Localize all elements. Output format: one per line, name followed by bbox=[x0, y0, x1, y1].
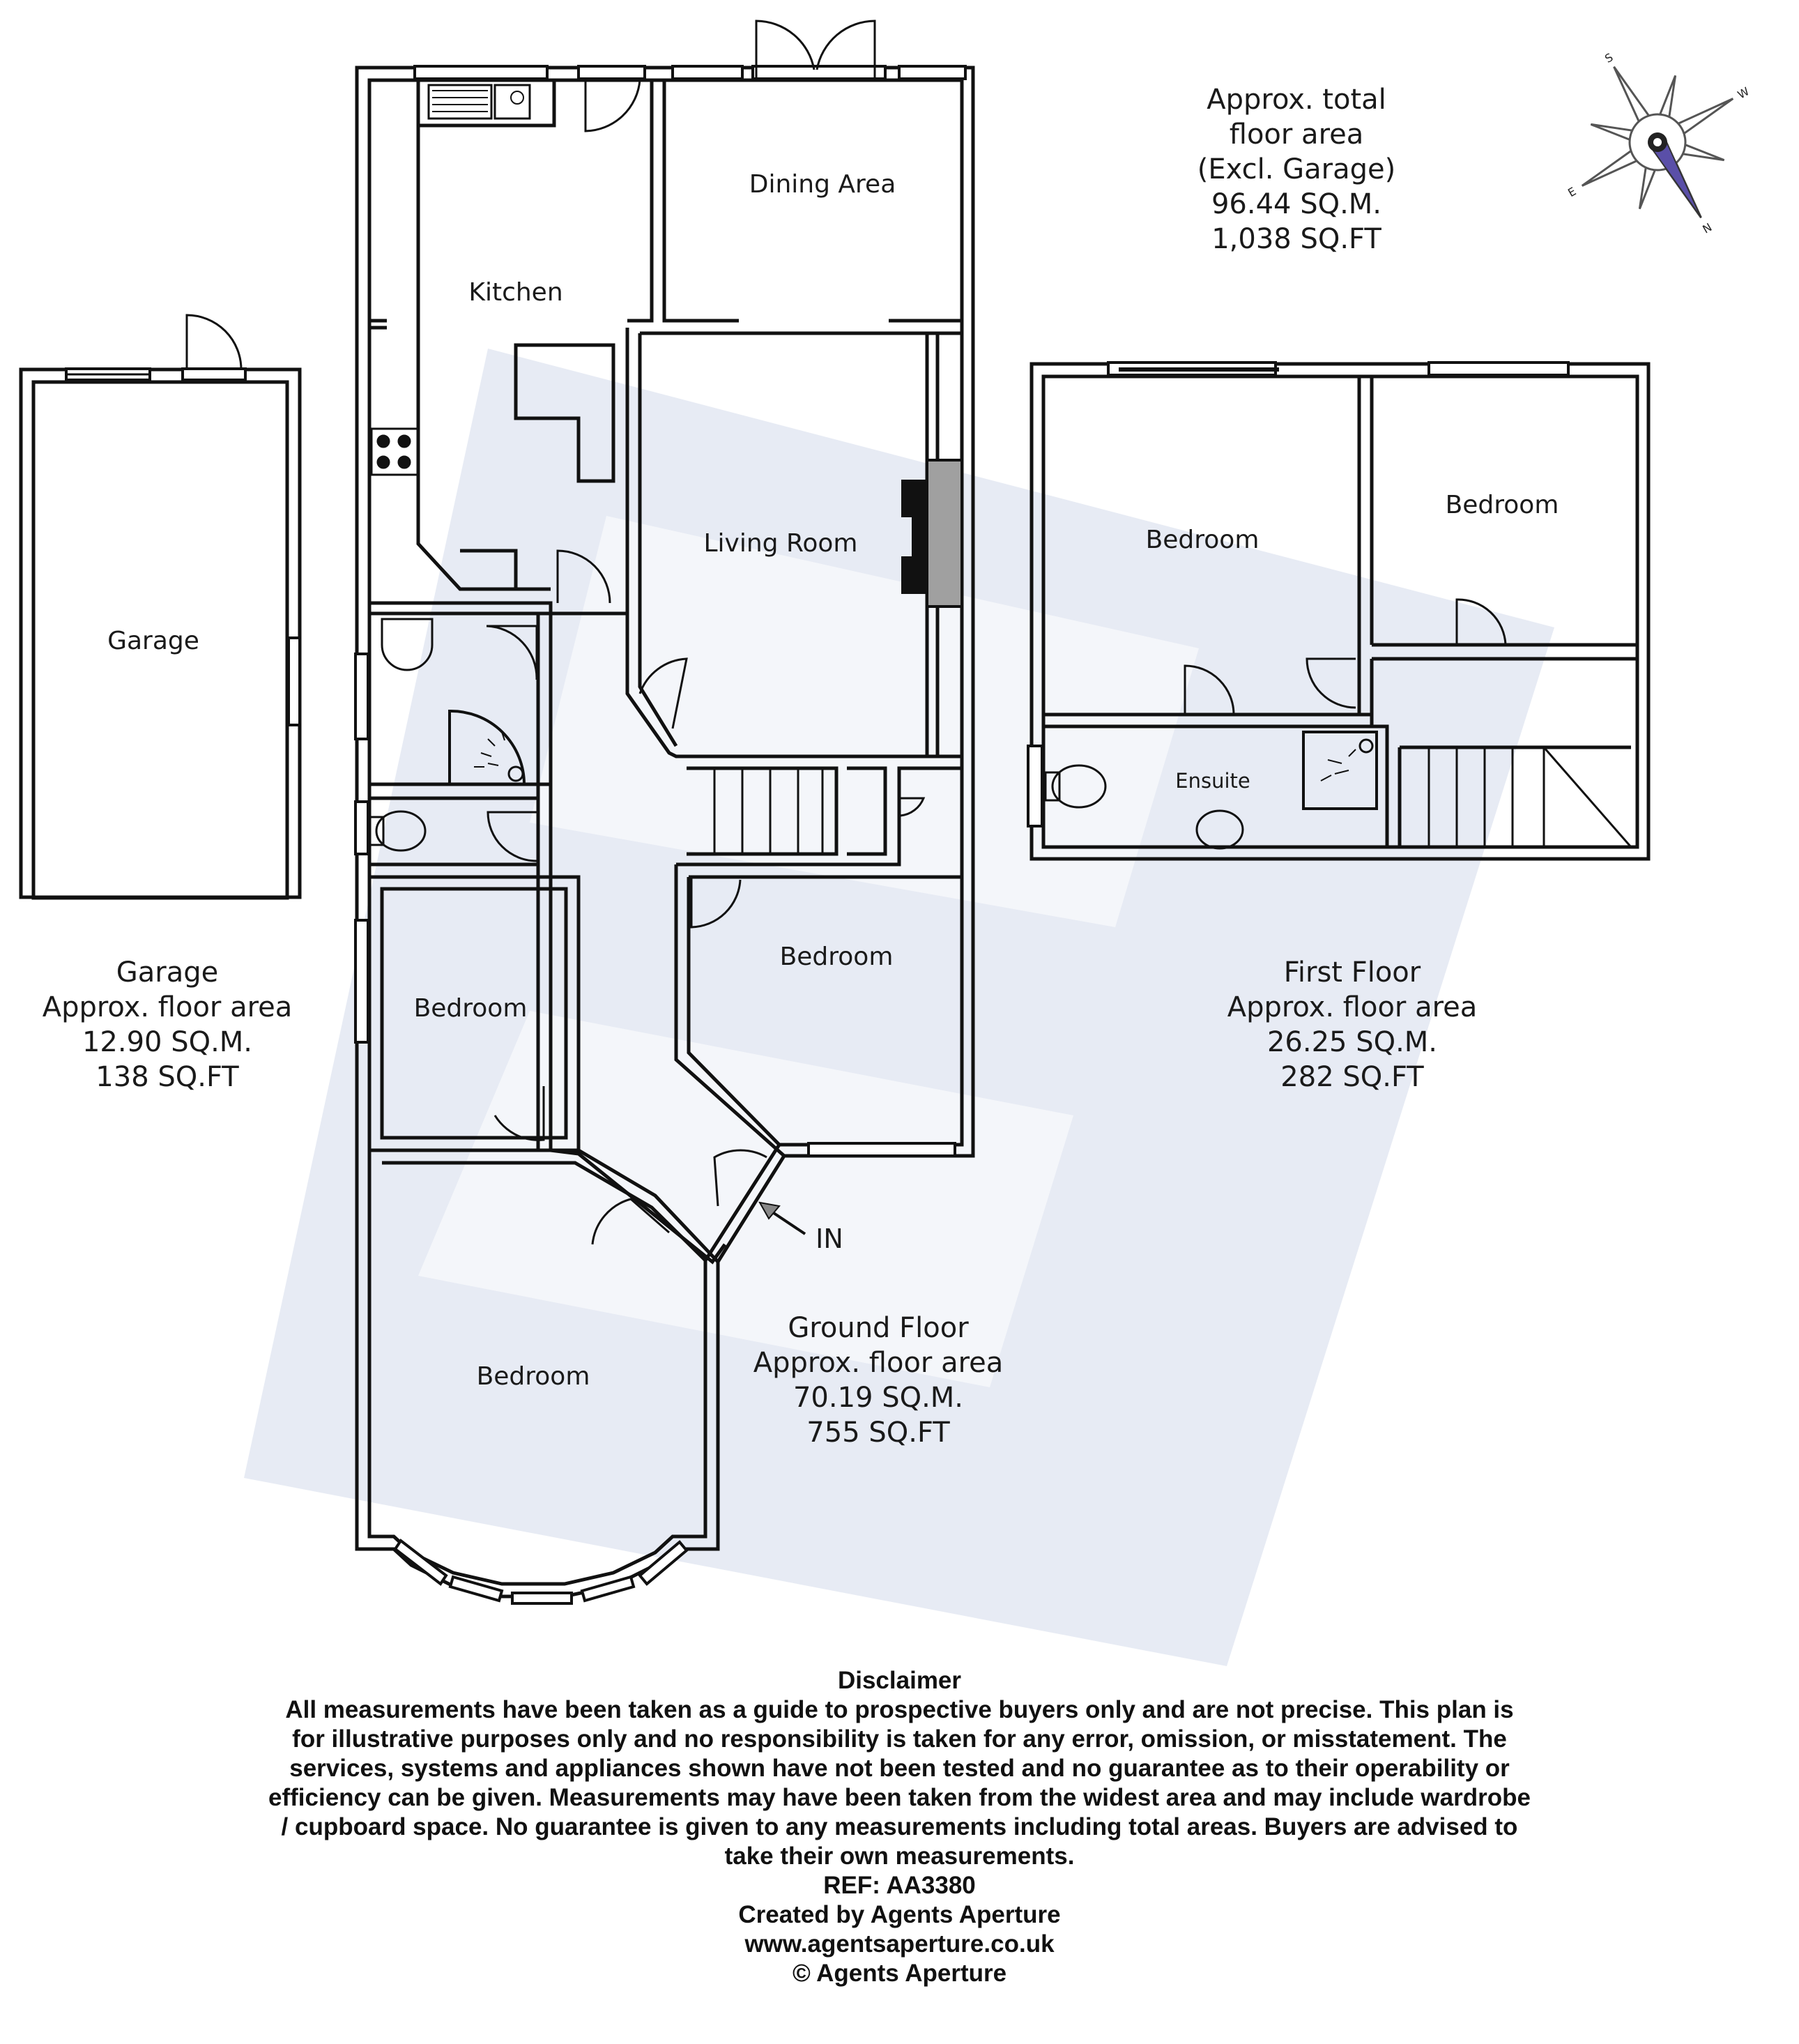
disclaimer bbox=[105, 1666, 1694, 1988]
total-area-block bbox=[1157, 82, 1436, 257]
compass-w: W bbox=[1735, 84, 1752, 102]
disclaimer-line: services, systems and appliances shown have not been tested and no guarantee as to their operability or bbox=[289, 1755, 1510, 1782]
garage-area-sqm: 12.90 SQ.M. bbox=[82, 1026, 253, 1058]
ground-floor-area-block bbox=[725, 1311, 1032, 1450]
ground-floor-area-title: Ground Floor bbox=[788, 1312, 969, 1344]
room-label-bedroom-mid: Bedroom bbox=[779, 943, 894, 971]
disclaimer-ref: REF: AA3380 bbox=[823, 1872, 976, 1899]
ground-floor-area-sqft: 755 SQ.FT bbox=[806, 1417, 950, 1449]
total-area-line2: floor area bbox=[1229, 119, 1364, 151]
first-floor-area-sqft: 282 SQ.FT bbox=[1280, 1061, 1424, 1093]
room-label-dining: Dining Area bbox=[749, 170, 896, 199]
disclaimer-line: All measurements have been taken as a guide to prospective buyers only and are not precise. This plan is bbox=[285, 1696, 1514, 1723]
garage-area-block bbox=[14, 955, 321, 1095]
disclaimer-line: efficiency can be given. Measurements may have been taken from the widest area and may include wardrobe bbox=[268, 1784, 1531, 1811]
room-label-kitchen: Kitchen bbox=[468, 278, 563, 307]
entrance-label: IN bbox=[816, 1223, 843, 1254]
total-area-line3: (Excl. Garage) bbox=[1197, 153, 1396, 185]
compass-rose-icon bbox=[1517, 0, 1799, 285]
ground-floor-area-subtitle: Approx. floor area bbox=[753, 1347, 1004, 1379]
disclaimer-line: for illustrative purposes only and no responsibility is taken for any error, omission, or misstatement. The bbox=[292, 1725, 1507, 1753]
total-area-sqm: 96.44 SQ.M. bbox=[1211, 188, 1382, 220]
room-label-bedroom-bay: Bedroom bbox=[476, 1362, 590, 1391]
first-floor-area-title: First Floor bbox=[1283, 956, 1421, 989]
compass-s: S bbox=[1602, 50, 1616, 66]
room-label-bedroom-small: Bedroom bbox=[413, 994, 528, 1023]
garage-area-title: Garage bbox=[116, 956, 219, 989]
room-label-ff-bedroom-right: Bedroom bbox=[1445, 491, 1559, 519]
room-label-living: Living Room bbox=[703, 529, 858, 558]
first-floor-area-block bbox=[1199, 955, 1506, 1095]
garage-plan bbox=[21, 315, 300, 898]
ground-floor-area-sqm: 70.19 SQ.M. bbox=[793, 1382, 964, 1414]
disclaimer-line: / cupboard space. No guarantee is given to any measurements including total areas. Buyers are advised to bbox=[281, 1813, 1518, 1840]
disclaimer-heading: Disclaimer bbox=[837, 1667, 962, 1694]
disclaimer-copyright: © Agents Aperture bbox=[792, 1960, 1007, 1987]
room-label-garage: Garage bbox=[107, 627, 199, 655]
first-floor-area-sqm: 26.25 SQ.M. bbox=[1266, 1026, 1438, 1058]
garage-area-subtitle: Approx. floor area bbox=[42, 991, 293, 1023]
total-area-sqft: 1,038 SQ.FT bbox=[1211, 223, 1381, 255]
first-floor-area-subtitle: Approx. floor area bbox=[1227, 991, 1478, 1023]
compass-e: E bbox=[1565, 184, 1579, 200]
total-area-line1: Approx. total bbox=[1207, 84, 1386, 116]
disclaimer-website: www.agentsaperture.co.uk bbox=[744, 1930, 1055, 1958]
disclaimer-created-by: Created by Agents Aperture bbox=[738, 1901, 1061, 1928]
garage-area-sqft: 138 SQ.FT bbox=[95, 1061, 239, 1093]
compass-n: N bbox=[1700, 220, 1715, 236]
disclaimer-line: take their own measurements. bbox=[724, 1843, 1075, 1870]
room-label-ff-bedroom-left: Bedroom bbox=[1145, 526, 1260, 554]
room-label-ensuite: Ensuite bbox=[1175, 769, 1250, 793]
